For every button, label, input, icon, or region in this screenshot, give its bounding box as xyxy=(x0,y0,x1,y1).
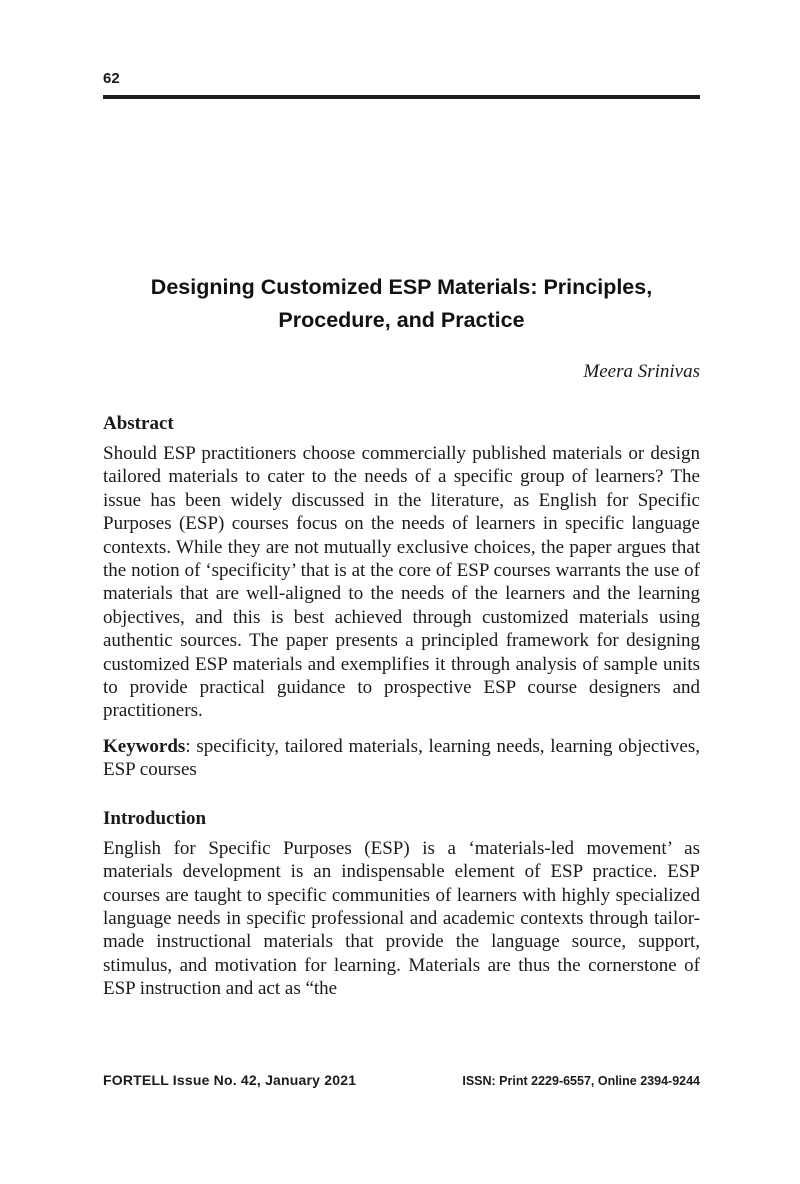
author-name: Meera Srinivas xyxy=(583,361,700,382)
page-header xyxy=(103,70,700,99)
keywords-label: Keywords xyxy=(103,735,186,757)
page-footer xyxy=(103,1072,700,1088)
keywords-text: : specificity, tailored materials, learning needs, learning objectives, ESP courses xyxy=(103,735,700,781)
footer-issn: ISSN: Print 2229-6557, Online 2394-9244 xyxy=(462,1074,700,1088)
introduction-heading: Introduction xyxy=(103,807,207,829)
header-rule xyxy=(103,95,700,99)
abstract-text: Should ESP practitioners choose commercially published materials or design tailored materials to cater to the needs of a specific group of learners? The issue has been widely discussed in the literature, as English for Specific Purposes (ESP) courses focus on the needs of learners in specific language contexts. While they are not mutually exclusive choices, the paper argues that the notion of ‘specificity’ that is at the core of ESP courses warrants the use of materials that are well-aligned to the needs of the learners and the learning objectives, and this is best achieved through customized materials using authentic sources. The paper presents a principled framework for designing customized ESP materials and exemplifies it through analysis of sample units to provide practical guidance to prospective ESP course designers and practitioners. xyxy=(103,443,700,722)
abstract-heading: Abstract xyxy=(103,413,174,434)
keywords-line xyxy=(103,735,700,782)
article-title: Designing Customized ESP Materials: Principles, Procedure, and Practice xyxy=(150,275,653,332)
footer-journal-info: FORTELL Issue No. 42, January 2021 xyxy=(103,1072,357,1088)
introduction-text: English for Specific Purposes (ESP) is a ‘materials-led movement’ as materials development is an indispensable element of ESP practice. ESP courses are taught to specific communities of learners with highly specialized language needs in specific professional and academic contexts through tailor-made instructional materials that provide the language source, support, stimulus, and motivation for learning. Materials are thus the cornerstone of ESP instruction and act as “the xyxy=(103,837,700,1000)
article-body xyxy=(103,271,700,1001)
page-number: 62 xyxy=(103,70,120,87)
